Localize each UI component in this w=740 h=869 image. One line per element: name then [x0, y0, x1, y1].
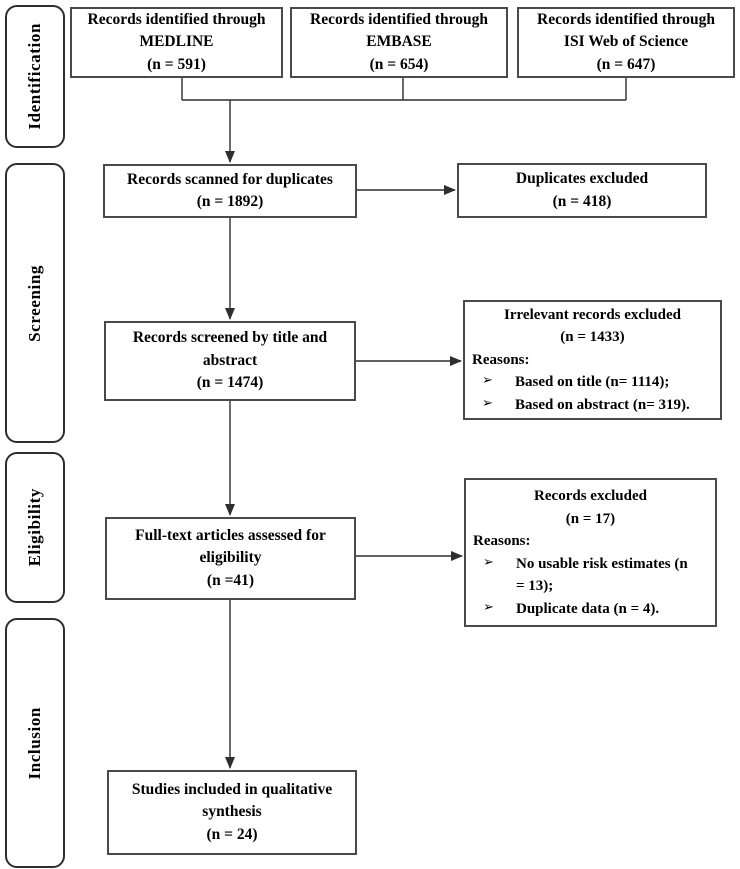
- text-line: Records scanned for duplicates: [127, 170, 333, 188]
- text-line: (n = 24): [206, 825, 258, 843]
- box-records-identified-embase: [290, 7, 508, 78]
- stage-identification-label: Identification: [25, 23, 44, 130]
- reasons-label: Reasons:: [472, 351, 530, 368]
- stage-inclusion: [5, 618, 65, 868]
- reason-item: [473, 553, 708, 598]
- text-line: ISI Web of Science: [563, 33, 689, 51]
- box-records-identified-isi-web-of-science: [517, 7, 735, 78]
- text-line: (n = 1892): [196, 193, 264, 210]
- reasons-label: Reasons:: [473, 533, 531, 549]
- reason-text: Duplicate data (n = 4).: [516, 600, 660, 617]
- text-line: eligibility: [199, 549, 262, 567]
- text-line: (n = 647): [596, 55, 656, 73]
- text-line: (n = 17): [565, 510, 616, 527]
- bullet-arrow-icon: ➢: [483, 554, 494, 570]
- text-line: Irrelevant records excluded: [504, 306, 681, 323]
- box-records-excluded: [464, 478, 717, 627]
- text-line: EMBASE: [366, 33, 432, 51]
- reason-text-line: No usable risk estimates (n: [516, 555, 688, 572]
- box-records-scanned-for-duplicates: [103, 164, 357, 218]
- text-line: Records screened by title and: [132, 329, 328, 347]
- stage-screening-label: Screening: [25, 264, 44, 342]
- reason-text-line: = 13);: [516, 578, 554, 594]
- text-line: MEDLINE: [139, 33, 214, 51]
- stage-identification: [5, 5, 65, 148]
- text-line: abstract: [202, 351, 258, 369]
- reason-item: [472, 394, 713, 417]
- text-line: (n = 1433): [560, 329, 625, 346]
- reason-text: Based on title (n= 1114);: [515, 374, 670, 391]
- reason-text: [516, 553, 708, 598]
- text-line: (n =41): [206, 571, 255, 589]
- bullet-arrow-icon: ➢: [482, 373, 493, 389]
- text-line: Records identified through: [537, 10, 715, 28]
- reason-item: [473, 598, 708, 621]
- reason-item: [472, 371, 713, 394]
- bullet-arrow-icon: ➢: [483, 599, 494, 615]
- box-fulltext-articles-assessed: [105, 517, 356, 600]
- box-studies-included: [107, 770, 357, 855]
- text-line: Records excluded: [534, 488, 647, 504]
- stage-eligibility-label: Eligibility: [25, 488, 44, 567]
- text-line: Duplicates excluded: [515, 170, 649, 188]
- reason-text: Based on abstract (n= 319).: [515, 396, 690, 413]
- text-line: Studies included in qualitative: [131, 780, 333, 798]
- text-line: Records identified through: [87, 10, 266, 28]
- text-line: synthesis: [202, 803, 262, 821]
- bullet-arrow-icon: ➢: [482, 395, 493, 411]
- stage-screening: [5, 163, 65, 443]
- box-irrelevant-records-excluded: [463, 300, 722, 420]
- box-records-identified-medline: [70, 7, 283, 78]
- text-line: (n = 418): [552, 192, 612, 210]
- stage-inclusion-label: Inclusion: [25, 706, 44, 780]
- box-duplicates-excluded: [457, 163, 707, 218]
- text-line: (n = 591): [147, 55, 206, 73]
- stage-eligibility: [5, 452, 65, 603]
- text-line: (n = 654): [369, 55, 429, 73]
- text-line: Records identified through: [310, 10, 488, 28]
- text-line: (n = 1474): [196, 374, 264, 392]
- text-line: Full-text articles assessed for: [135, 526, 326, 544]
- box-records-screened: [104, 321, 356, 401]
